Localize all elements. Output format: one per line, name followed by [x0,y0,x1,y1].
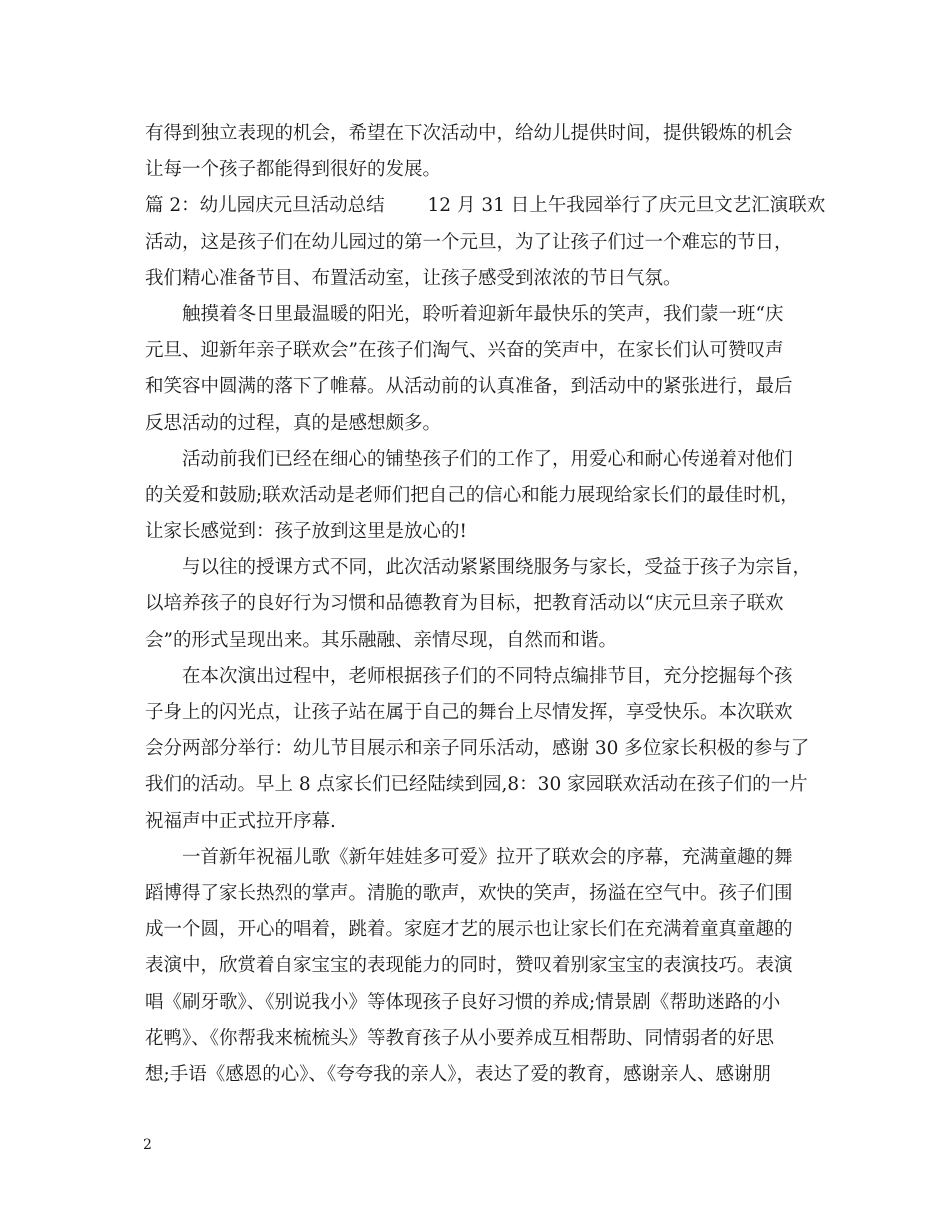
paragraph-start-line: 触摸着冬日里最温暖的阳光，聆听着迎新年最快乐的笑声，我们蒙一班“庆 [182,303,784,325]
text-line: 我们的活动。早上 8 点家长们已经陆续到园,8：30 家园联欢活动在孩子们的一片 [145,774,808,796]
paragraph-start-line: 与以往的授课方式不同，此次活动紧紧围绕服务与家长，受益于孩子为宗旨， [182,557,812,579]
text-line: 唱《刷牙歌》、《别说我小》等体现孩子良好习惯的养成;情景剧《帮助迷路的小 [145,991,781,1013]
text-line: 和笑容中圆满的落下了帷幕。从活动前的认真准备，到活动中的紧张进行，最后 [145,376,793,398]
text-line: 想;手语《感恩的心》、《夸夸我的亲人》，表达了爱的教育，感谢亲人、感谢朋 [145,1063,771,1085]
text-line: 有得到独立表现的机会，希望在下次活动中，给幼儿提供时间，提供锻炼的机会 [145,123,793,144]
text-line: 成一个圆，开心的唱着，跳着。家庭才艺的展示也让家长们在充满着童真童趣的 [145,919,793,941]
section-heading-line: 篇 2：幼儿园庆元旦活动总结 12 月 31 日上午我园举行了庆元旦文艺汇演联欢 [145,195,826,217]
text-line: 会分两部分举行：幼儿节目展示和亲子同乐活动，感谢 30 多位家长积极的参与了 [145,738,810,760]
text-line: 让每一个孩子都能得到很好的发展。 [145,159,442,181]
text-line: 蹈博得了家长热烈的掌声。清脆的歌声，欢快的笑声，扬溢在空气中。孩子们围 [145,882,793,904]
text-line: 元旦、迎新年亲子联欢会”在孩子们淘气、兴奋的笑声中，在家长们认可赞叹声 [145,340,784,362]
text-line: 表演中，欣赏着自家宝宝的表现能力的同时，赞叹着别家宝宝的表演技巧。表演 [145,955,793,977]
paragraph-start-line: 在本次演出过程中，老师根据孩子们的不同特点编排节目，充分挖掘每个孩 [182,665,793,687]
paragraph-start-line: 一首新年祝福儿歌《新年娃娃多可爱》拉开了联欢会的序幕，充满童趣的舞 [182,846,793,868]
page-number: 2 [143,1137,152,1153]
text-line: 的关爱和鼓励;联欢活动是老师们把自己的信心和能力展现给家长们的最佳时机， [145,484,799,506]
text-line: 子身上的闪光点，让孩子站在属于自己的舞台上尽情发挥，享受快乐。本次联欢 [145,702,793,723]
text-line: 祝福声中正式拉开序幕. [145,810,336,832]
text-line: 以培养孩子的良好行为习惯和品德教育为目标，把教育活动以“庆元旦亲子联欢 [145,593,784,615]
text-line: 让家长感觉到：孩子放到这里是放心的! [145,521,467,543]
text-line: 我们精心准备节目、布置活动室，让孩子感受到浓浓的节日气氛。 [145,267,682,289]
text-line: 反思活动的过程，真的是感想颇多。 [145,412,442,434]
body-text [145,116,826,1093]
text-line: 会”的形式呈现出来。其乐融融、亲情尽现，自然而和谐。 [145,629,617,651]
text-line: 活动，这是孩子们在幼儿园过的第一个元旦，为了让孩子们过一个难忘的节日， [145,231,793,253]
paragraph-start-line: 活动前我们已经在细心的铺垫孩子们的工作了，用爱心和耐心传递着对他们 [182,448,793,470]
text-line: 花鸭》、《你帮我来梳梳头》等教育孩子从小要养成互相帮助、同情弱者的好思 [145,1027,775,1049]
